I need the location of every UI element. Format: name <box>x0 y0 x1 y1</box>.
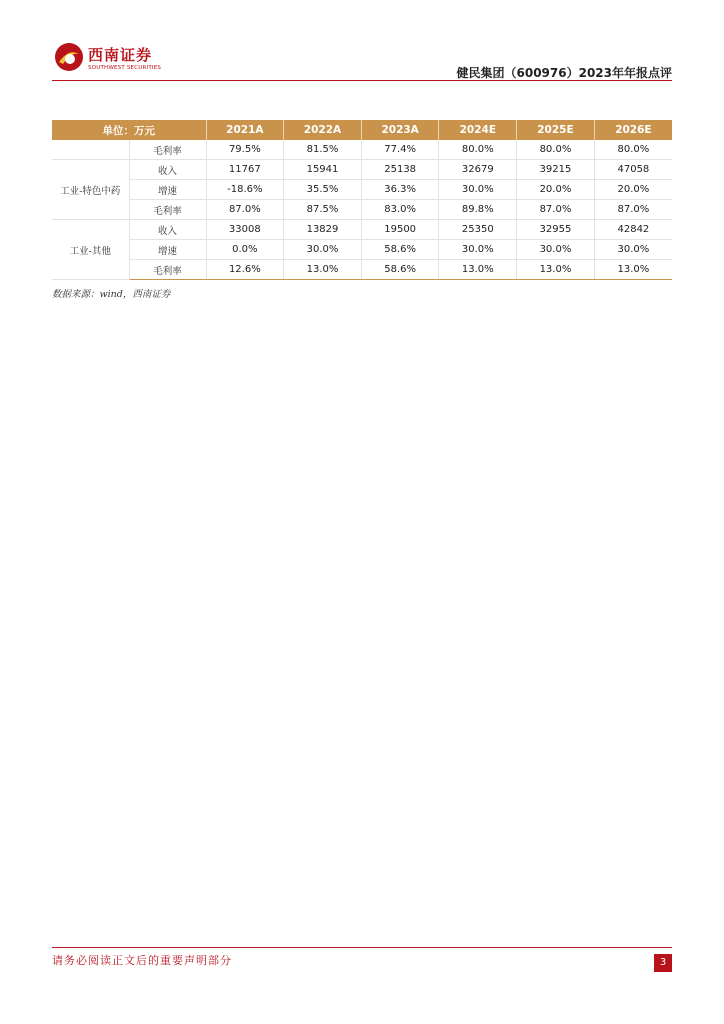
table-cell: 87.0% <box>594 200 672 220</box>
table-cell: 89.8% <box>439 200 517 220</box>
table-row <box>52 180 672 200</box>
table-header-row <box>52 120 672 140</box>
metric-label: 增速 <box>129 240 206 260</box>
table-cell: 15941 <box>284 160 362 180</box>
table-cell: 13.0% <box>284 260 362 280</box>
table-cell: 25138 <box>361 160 439 180</box>
table-cell: 0.0% <box>206 240 284 260</box>
table-cell: 20.0% <box>517 180 595 200</box>
column-header: 2024E <box>439 120 517 140</box>
table-cell: 80.0% <box>439 140 517 160</box>
revenue-forecast-table <box>52 120 672 280</box>
metric-label: 毛利率 <box>129 260 206 280</box>
table-cell: 83.0% <box>361 200 439 220</box>
table-cell: 36.3% <box>361 180 439 200</box>
table-cell: 30.0% <box>439 240 517 260</box>
metric-label: 毛利率 <box>129 140 206 160</box>
table-cell: 30.0% <box>439 180 517 200</box>
table-cell: 35.5% <box>284 180 362 200</box>
table-cell: 13.0% <box>517 260 595 280</box>
table-row <box>52 200 672 220</box>
metric-label: 收入 <box>129 160 206 180</box>
table-cell: 13.0% <box>439 260 517 280</box>
column-header: 2022A <box>284 120 362 140</box>
table-cell: 30.0% <box>517 240 595 260</box>
column-header: 2026E <box>594 120 672 140</box>
report-title: 健民集团（600976）2023年年报点评 <box>456 66 672 80</box>
page-number: 3 <box>654 954 672 972</box>
metric-label: 毛利率 <box>129 200 206 220</box>
table-cell: 32955 <box>517 220 595 240</box>
table-row <box>52 240 672 260</box>
company-logo <box>54 42 204 76</box>
table-cell: 87.0% <box>517 200 595 220</box>
logo-english-text: SOUTHWEST SECURITIES <box>88 65 162 71</box>
page-header <box>52 40 672 82</box>
table-cell: 42842 <box>594 220 672 240</box>
table-row <box>52 260 672 280</box>
table-cell: 47058 <box>594 160 672 180</box>
table-cell: 58.6% <box>361 260 439 280</box>
segment-label: 工业-特色中药 <box>52 160 129 220</box>
table-cell: 19500 <box>361 220 439 240</box>
column-header: 2025E <box>517 120 595 140</box>
data-source-note: 数据来源：wind，西南证券 <box>52 289 171 300</box>
footer-divider <box>52 947 672 948</box>
table-cell: 12.6% <box>206 260 284 280</box>
table-unit-label: 单位：万元 <box>52 120 206 140</box>
header-divider <box>52 80 672 81</box>
table-cell: 39215 <box>517 160 595 180</box>
table-row <box>52 140 672 160</box>
column-header: 2023A <box>361 120 439 140</box>
table-cell: 25350 <box>439 220 517 240</box>
table-cell: 30.0% <box>594 240 672 260</box>
table-cell: 13829 <box>284 220 362 240</box>
metric-label: 增速 <box>129 180 206 200</box>
table-cell: 58.6% <box>361 240 439 260</box>
table-cell: 11767 <box>206 160 284 180</box>
table-row <box>52 160 672 180</box>
table-cell: 87.0% <box>206 200 284 220</box>
table-cell: 13.0% <box>594 260 672 280</box>
table-cell: 80.0% <box>594 140 672 160</box>
metric-label: 收入 <box>129 220 206 240</box>
segment-cell <box>52 140 129 160</box>
table-cell: -18.6% <box>206 180 284 200</box>
table-cell: 87.5% <box>284 200 362 220</box>
table-cell: 30.0% <box>284 240 362 260</box>
column-header: 2021A <box>206 120 284 140</box>
table-row <box>52 220 672 240</box>
table-cell: 33008 <box>206 220 284 240</box>
table-cell: 77.4% <box>361 140 439 160</box>
logo-chinese-text: 西南证券 <box>88 46 153 64</box>
table-cell: 80.0% <box>517 140 595 160</box>
table-cell: 32679 <box>439 160 517 180</box>
logo-emblem-icon <box>54 42 84 72</box>
table-cell: 20.0% <box>594 180 672 200</box>
footer-disclaimer: 请务必阅读正文后的重要声明部分 <box>52 954 232 967</box>
table-cell: 79.5% <box>206 140 284 160</box>
segment-label: 工业-其他 <box>52 220 129 280</box>
table-cell: 81.5% <box>284 140 362 160</box>
